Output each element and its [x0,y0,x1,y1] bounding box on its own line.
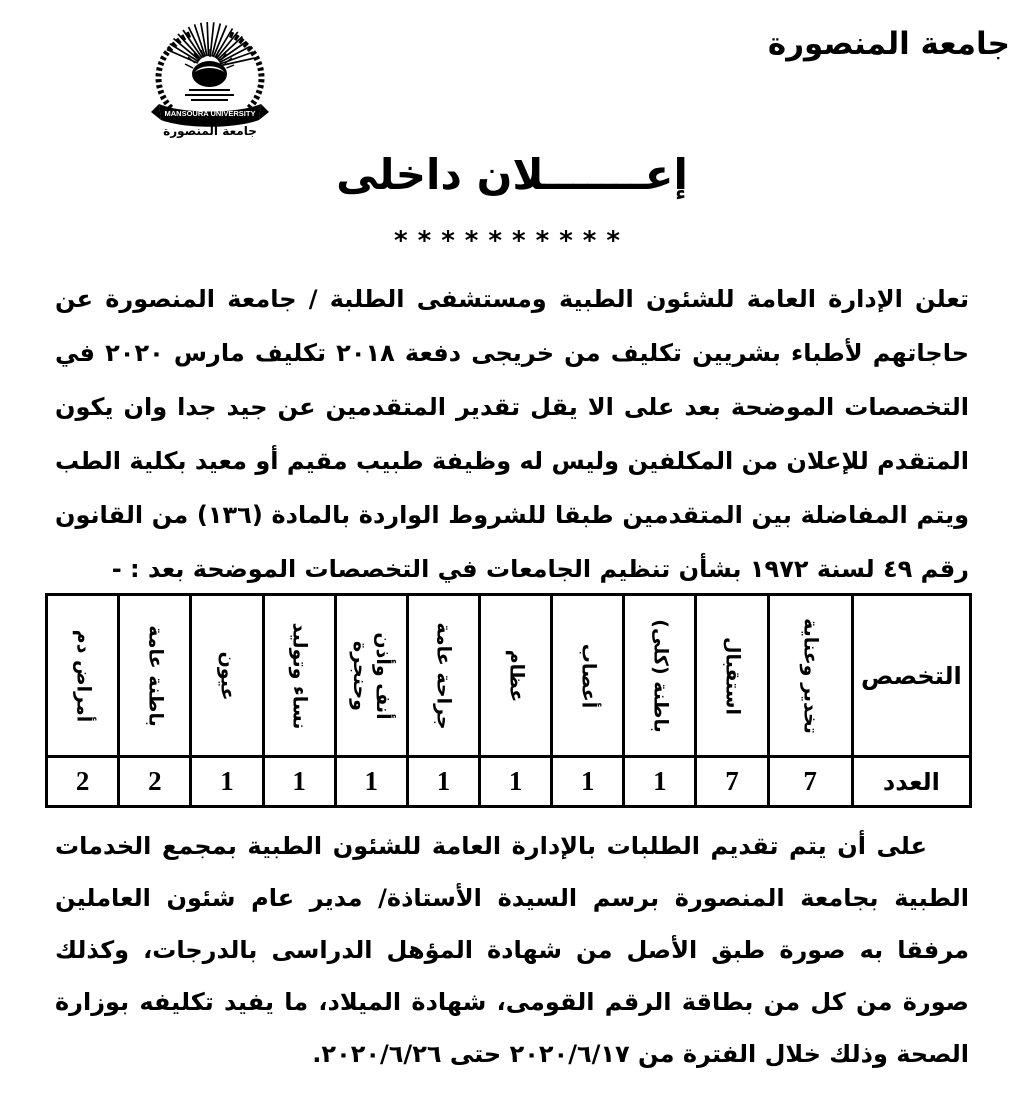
specialty-name: باطنة عامة [144,624,167,727]
separator-asterisks: ********** [394,226,630,256]
specialty-name: عظام [504,649,527,702]
specialty-name: استقبال [721,636,744,715]
specialty-count: 1 [335,757,407,807]
specialty-count: 7 [696,757,768,807]
specialty-count: 1 [191,757,263,807]
specialty-count: 1 [480,757,552,807]
specialty-count: 1 [624,757,696,807]
university-name: جامعة المنصورة [767,26,1010,62]
count-row [47,757,971,807]
specialty-name: أنف وأذن وحنجرة [349,631,395,720]
specialty-cell [47,595,119,757]
specialty-name: جراحة عامة [432,621,455,730]
specialty-header-row [47,595,971,757]
count-column-label: العدد [852,757,970,807]
university-logo-graphic [133,8,288,138]
specialty-count: 1 [263,757,335,807]
specialty-name: عيون [216,651,239,700]
closing-paragraph: على أن يتم تقديم الطلبات بالإدارة العامة للشئون الطبية بمجمع الخدمات الطبية بجامعة المنصورة برسم السيدة الأستاذة/ مدير عام شئون العاملين مرفقا به صورة طبق الأصل من شهادة المؤهل الدراسى بالدرجات، وكذلك صورة من كل من بطاقة الرقم القومى، شهادة الميلاد، ما يفيد تكليفه بوزارة الصحة وذلك خلال الفترة من ٢٠٢٠/٦/١٧ حتى ٢٠٢٠/٦/٢٦. [55,832,969,1068]
specialty-count: 2 [119,757,191,807]
specialty-count: 1 [552,757,624,807]
university-logo [133,8,288,138]
specialty-name: أمراض دم [72,629,95,722]
specialty-cell [480,595,552,757]
specialty-cell [263,595,335,757]
specialty-cell [407,595,479,757]
specialty-cell [768,595,852,757]
specialty-name: باطنة (كلى) [649,618,672,733]
specialty-name: نساء وتوليد [288,622,311,729]
specialties-table [45,593,972,808]
specialty-cell [119,595,191,757]
specialty-count: 1 [407,757,479,807]
specialty-cell [335,595,407,757]
logo-banner-text: MANSOURA UNIVERSITY [164,109,256,118]
specialty-column-label: التخصص [852,595,970,757]
specialty-name: أعصاب [577,643,600,708]
logo-arabic-text: جامعة المنصورة [163,124,257,138]
specialty-name: تخدير وعناية [799,617,822,734]
specialty-cell [552,595,624,757]
specialty-cell [696,595,768,757]
intro-paragraph: تعلن الإدارة العامة للشئون الطبية ومستشفى الطلبة / جامعة المنصورة عن حاجاتهم لأطباء بشريين تكليف من خريجى دفعة ٢٠١٨ تكليف مارس ٢٠٢٠ في التخصصات الموضحة بعد على الا يقل تقدير المتقدمين عن جيد جدا وان يكون المتقدم للإعلان من المكلفين وليس له وظيفة طبيب مقيم أو معيد بكلية الطب ويتم المفاضلة بين المتقدمين طبقا للشروط الواردة بالمادة (١٣٦) من القانون رقم ٤٩ لسنة ١٩٧٢ بشأن تنظيم الجامعات في التخصصات الموضحة بعد : - [55,285,970,583]
announcement-title: إعـــــــلان داخلى [336,150,688,199]
specialty-cell [191,595,263,757]
specialty-count: 7 [768,757,852,807]
specialty-cell [624,595,696,757]
specialty-count: 2 [47,757,119,807]
